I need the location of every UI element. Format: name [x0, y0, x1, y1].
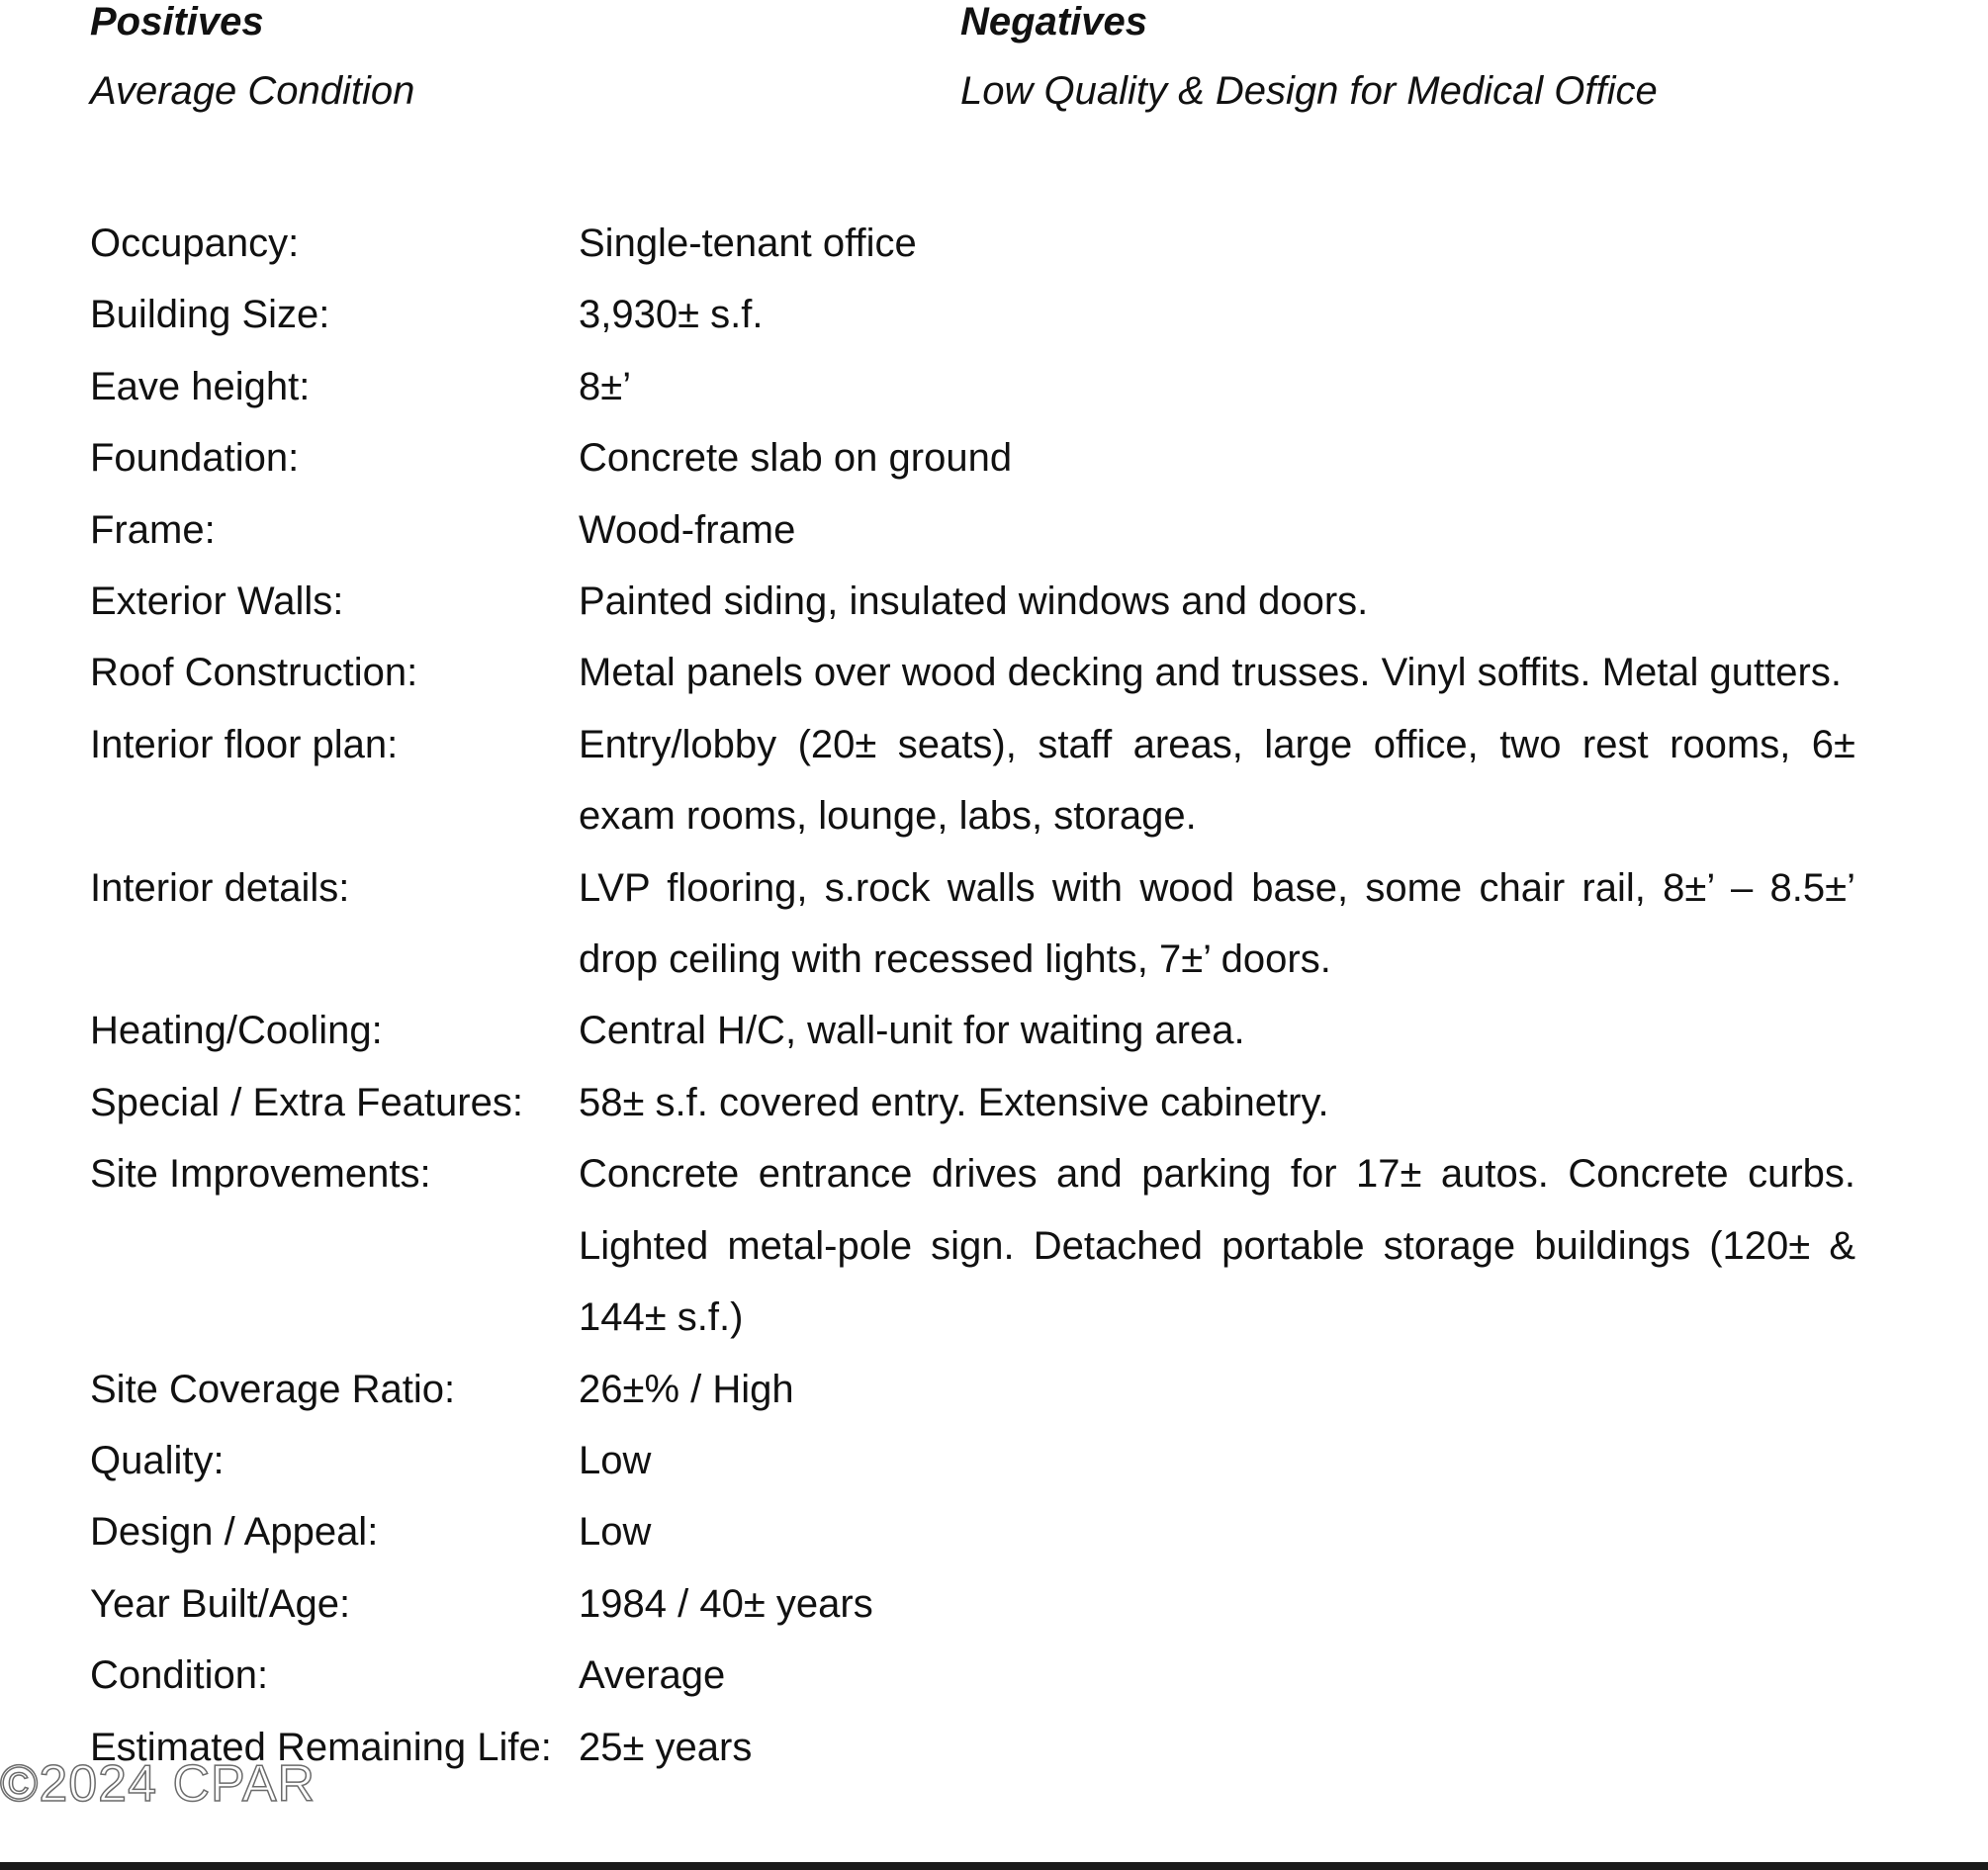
- detail-value: Entry/lobby (20± seats), staff areas, large office, two rest rooms, 6± exam rooms, lounge, labs, storage.: [579, 722, 1855, 839]
- detail-value: Single-tenant office: [579, 222, 917, 265]
- detail-label: Heating/Cooling:: [90, 1009, 383, 1053]
- detail-row-remaining-life: [90, 1712, 1855, 1783]
- positives-heading: Positives: [90, 0, 264, 44]
- detail-label: Site Coverage Ratio:: [90, 1367, 456, 1411]
- detail-value: Concrete slab on ground: [579, 436, 1013, 481]
- positives-item: Average Condition: [90, 69, 415, 113]
- detail-label: Year Built/Age:: [90, 1581, 351, 1626]
- detail-label: Quality:: [90, 1438, 225, 1482]
- detail-row-special-features: [90, 1067, 1855, 1138]
- detail-row-eave-height: [90, 351, 1855, 422]
- detail-row-occupancy: [90, 208, 1855, 279]
- detail-value: LVP flooring, s.rock walls with wood base, some chair rail, 8±’ – 8.5±’ drop ceiling with recessed lights, 7±’ doors.: [579, 865, 1855, 982]
- detail-label: Roof Construction:: [90, 651, 418, 695]
- detail-row-site-coverage-ratio: [90, 1354, 1855, 1425]
- property-details-list: [90, 208, 1855, 1783]
- detail-value: Metal panels over wood decking and trusses. Vinyl soffits. Metal gutters.: [579, 651, 1842, 695]
- detail-row-design-appeal: [90, 1496, 1855, 1567]
- detail-row-heating-cooling: [90, 995, 1855, 1066]
- detail-label: Estimated Remaining Life:: [90, 1725, 552, 1769]
- detail-label: Occupancy:: [90, 222, 300, 265]
- detail-value: Painted siding, insulated windows and doors.: [579, 579, 1369, 624]
- detail-value: 58± s.f. covered entry. Extensive cabinetry.: [579, 1080, 1329, 1124]
- copyright-watermark: ©2024 CPAR: [0, 1755, 316, 1813]
- detail-label: Site Improvements:: [90, 1152, 431, 1197]
- detail-value: 3,930± s.f.: [579, 293, 764, 337]
- detail-label: Interior floor plan:: [90, 722, 399, 766]
- bottom-border-bar: [0, 1862, 1988, 1870]
- detail-label: Eave height:: [90, 364, 311, 408]
- detail-value: Central H/C, wall-unit for waiting area.: [579, 1009, 1245, 1053]
- negatives-item: Low Quality & Design for Medical Office: [960, 69, 1658, 113]
- detail-label: Exterior Walls:: [90, 579, 344, 624]
- detail-label: Foundation:: [90, 436, 300, 481]
- detail-row-site-improvements: [90, 1138, 1855, 1353]
- detail-value: 8±’: [579, 364, 632, 408]
- detail-value: Low: [579, 1438, 652, 1482]
- detail-row-quality: [90, 1425, 1855, 1496]
- detail-value: Low: [579, 1510, 652, 1555]
- detail-label: Design / Appeal:: [90, 1510, 379, 1555]
- detail-row-year-built-age: [90, 1568, 1855, 1640]
- detail-row-condition: [90, 1640, 1855, 1711]
- detail-row-roof-construction: [90, 637, 1855, 708]
- detail-row-exterior-walls: [90, 566, 1855, 637]
- detail-value: 25± years: [579, 1725, 753, 1769]
- detail-value: Wood-frame: [579, 507, 796, 552]
- negatives-heading: Negatives: [960, 0, 1147, 44]
- detail-value: Average: [579, 1653, 726, 1698]
- detail-label: Building Size:: [90, 293, 330, 337]
- detail-label: Interior details:: [90, 865, 350, 910]
- detail-row-interior-details: [90, 852, 1855, 996]
- detail-value: 26±% / High: [579, 1367, 794, 1411]
- detail-row-frame: [90, 494, 1855, 566]
- detail-value: Concrete entrance drives and parking for 17± autos. Concrete curbs. Lighted metal-pole sign. Detached portable storage buildings (120± & 144± s.f.): [579, 1152, 1855, 1340]
- detail-label: Condition:: [90, 1653, 269, 1698]
- detail-row-building-size: [90, 279, 1855, 350]
- detail-row-interior-floor-plan: [90, 709, 1855, 852]
- detail-value: 1984 / 40± years: [579, 1581, 873, 1626]
- detail-label: Special / Extra Features:: [90, 1080, 523, 1124]
- detail-label: Frame:: [90, 507, 216, 552]
- detail-row-foundation: [90, 422, 1855, 493]
